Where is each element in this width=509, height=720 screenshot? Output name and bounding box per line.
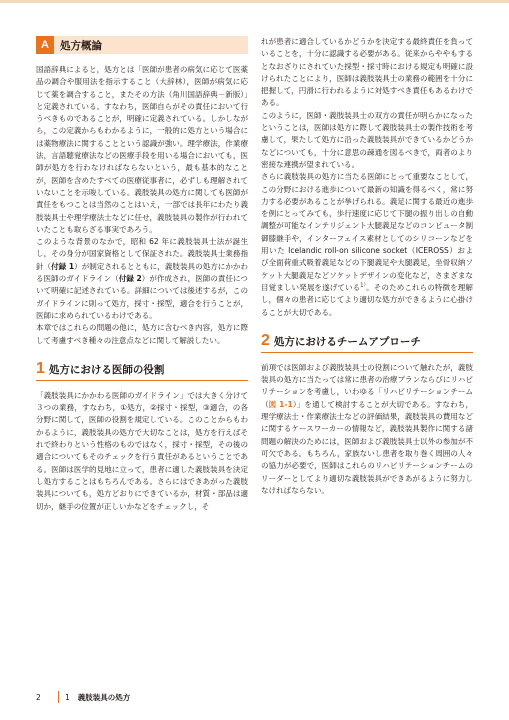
- appendix-ref-1: 付録 1: [51, 261, 75, 271]
- paragraph-background: このような背景のなかで，昭和 62 年に義肢装具士法が誕生し，その身分が国家資格として保証された。義肢装具士業務指針（付録 1）が制定されるとともに，義肢装具の処方にかかわる医師のガイドライン（付録 2）が作成され，医師の責任について明確に記述されている。詳細については後述するが，このガイドラインに則って処方，採寸・採型，適合を行うことが，医師に求められているわけである。: [36, 237, 248, 320]
- appendix-ref-2: 付録 2: [118, 274, 142, 284]
- section-badge: A: [36, 36, 54, 54]
- right-column: [261, 36, 473, 497]
- figure-ref: 図 1-1: [268, 399, 293, 409]
- section-title: 処方概論: [54, 36, 248, 54]
- paragraph-definition: 国語辞典によると，処方とは「医師が患者の病気に応じて医薬品の調合や服用法を指示すること（大辞林），医師が病気に応じて薬を調合すること，またその方法（角川国語辞典－新版）」と定義されている。すなわち，医師自らがその責任において行うべきものであることが，明確に定義されている。しかしながら，この定義からもわかるように，一般的に処方という場合には薬物療法に関することという認識が強い。理学療法，作業療法，言語聴覚療法などの医療手段を用いる場合においても，医師が処方を行わなければならないという，最も基本的なことが，医師を含めたすべての医療従事者に，必ずしも理解されていないことを示唆している。義肢装具の処方に関しても医師が責任をもつことは当然のことはいえ，一部では長年にわたり義肢装具士や理学療法士などに任せ，義肢装具の製作が行われていたことも取らざる事実であろう。: [36, 65, 248, 234]
- subsection-number: 2: [261, 331, 270, 349]
- paragraph-chapter-intro: 本章ではこれらの問題の他に，処方に含むべき内容，処方に際して考慮すべき種々の注意点などに関して解説したい。: [36, 323, 248, 345]
- chapter-number: 1: [65, 692, 70, 702]
- paragraph-advances: さらに義肢装具の処方に当たる医師にとって重要なことして，この分野における進歩について最新の知識を得るべく，常に努力する必要があることが挙げられる。義足に関する最近の進歩を例にとってみても，歩行速度に応じて下腿の振り出しの自動調整が可能なインテリジェント大腿義足などのコンピュータ制御膝継手や，インターフェイス素材としてのシリコーンなどを用いた Icelandic roll-on silicone socket（ICEROSS）および全面荷重式吸着義足などの下腿義足や大腿義足，坐骨収納ソケット大腿義足などソケットデザインの変化など，さまざまな目覚ましい発展を遂げている$^{1)}$。そのためこれらの特徴を理解し，個々の患者に応じてより適切な処方ができるように心掛けることが大切である。: [261, 172, 473, 317]
- subsection-heading-2: [261, 333, 473, 353]
- paragraph-responsibility: れが患者に適合しているかどうかを決定する最終責任を負っていることを，十分に認識する必要がある。従来からややもするとなおざりにされていた採型・採寸時における規定も明確に設けられたことにより，医師は義肢装具士の業務の範囲を十分に把握して，円滑に行われるように対処すべき責任もあるわけである。: [261, 37, 473, 108]
- subsection-heading-1: [36, 361, 248, 381]
- paragraph-cooperation: このように，医師・義肢装具士の双方の責任が明らかになったということは，医師は処方に際して義肢装具士の製作技術を考慮して，果たして処方に沿った義肢装具ができているかどうかなどについても，十分に意思の疎通を図るべきで，両者のより密接な連携が望まれている。: [261, 110, 473, 169]
- subsection-title: 処方におけるチームアプローチ: [273, 335, 421, 348]
- page-footer: [36, 690, 473, 704]
- top-decorative-stripe: [0, 0, 509, 3]
- subsection-number: 1: [36, 359, 45, 377]
- citation-ref: 1）: [360, 282, 367, 289]
- subsection-title: 処方における医師の役割: [48, 363, 165, 376]
- left-column: [36, 36, 248, 513]
- paragraph-team-approach: 前項では医師および義肢装具士の役割について触れたが，義肢装具の処方に当たっては常に患者の治療プランならびにリハビリテーションを考慮し，いわゆる「リハビリテーションチーム（図 1-1）」を通して検討することが大切である。すなわち，理学療法士・作業療法士などの評価結果，義肢装具の費用などに関するケースワーカーの情報など，義肢装具製作に関する諸問題の解決のためには，医師および義肢装具士以外の参加が不可欠である。もちろん，家族ないし患者を取り巻く周囲の人々の協力が必要で，医師はこれらのリハビリテーションチームのリーダーとしてより適切な義肢装具ができあがるように努力しなければならない。: [261, 362, 473, 495]
- chapter-title: 義肢装具の処方: [77, 692, 131, 702]
- footer-separator: [58, 691, 59, 703]
- paragraph-doctor-role: 「義肢装具にかかわる医師のガイドライン」では大きく分けて３つの業務，すなわち，①処方，②採寸・採型，③適合，の各分野に関して，医師の役割を規定している。このことからもわかるように，義肢装具の処方で大切なことは，処方を行えばそれで終わりという性格のものではなく，採寸・採型，その後の適合についてもそのチェックを行う責任があるということである。医師は医学的見地に立って，患者に適した義肢装具を決定し処方することはもちろんである。さらにはできあがった義肢装具についても，処方どおりにできているか，材質・部品は適切か，継手の位置が正しいかなどをチェックし，そ: [36, 390, 248, 511]
- section-heading: [36, 36, 248, 54]
- page-number: 2: [36, 692, 41, 702]
